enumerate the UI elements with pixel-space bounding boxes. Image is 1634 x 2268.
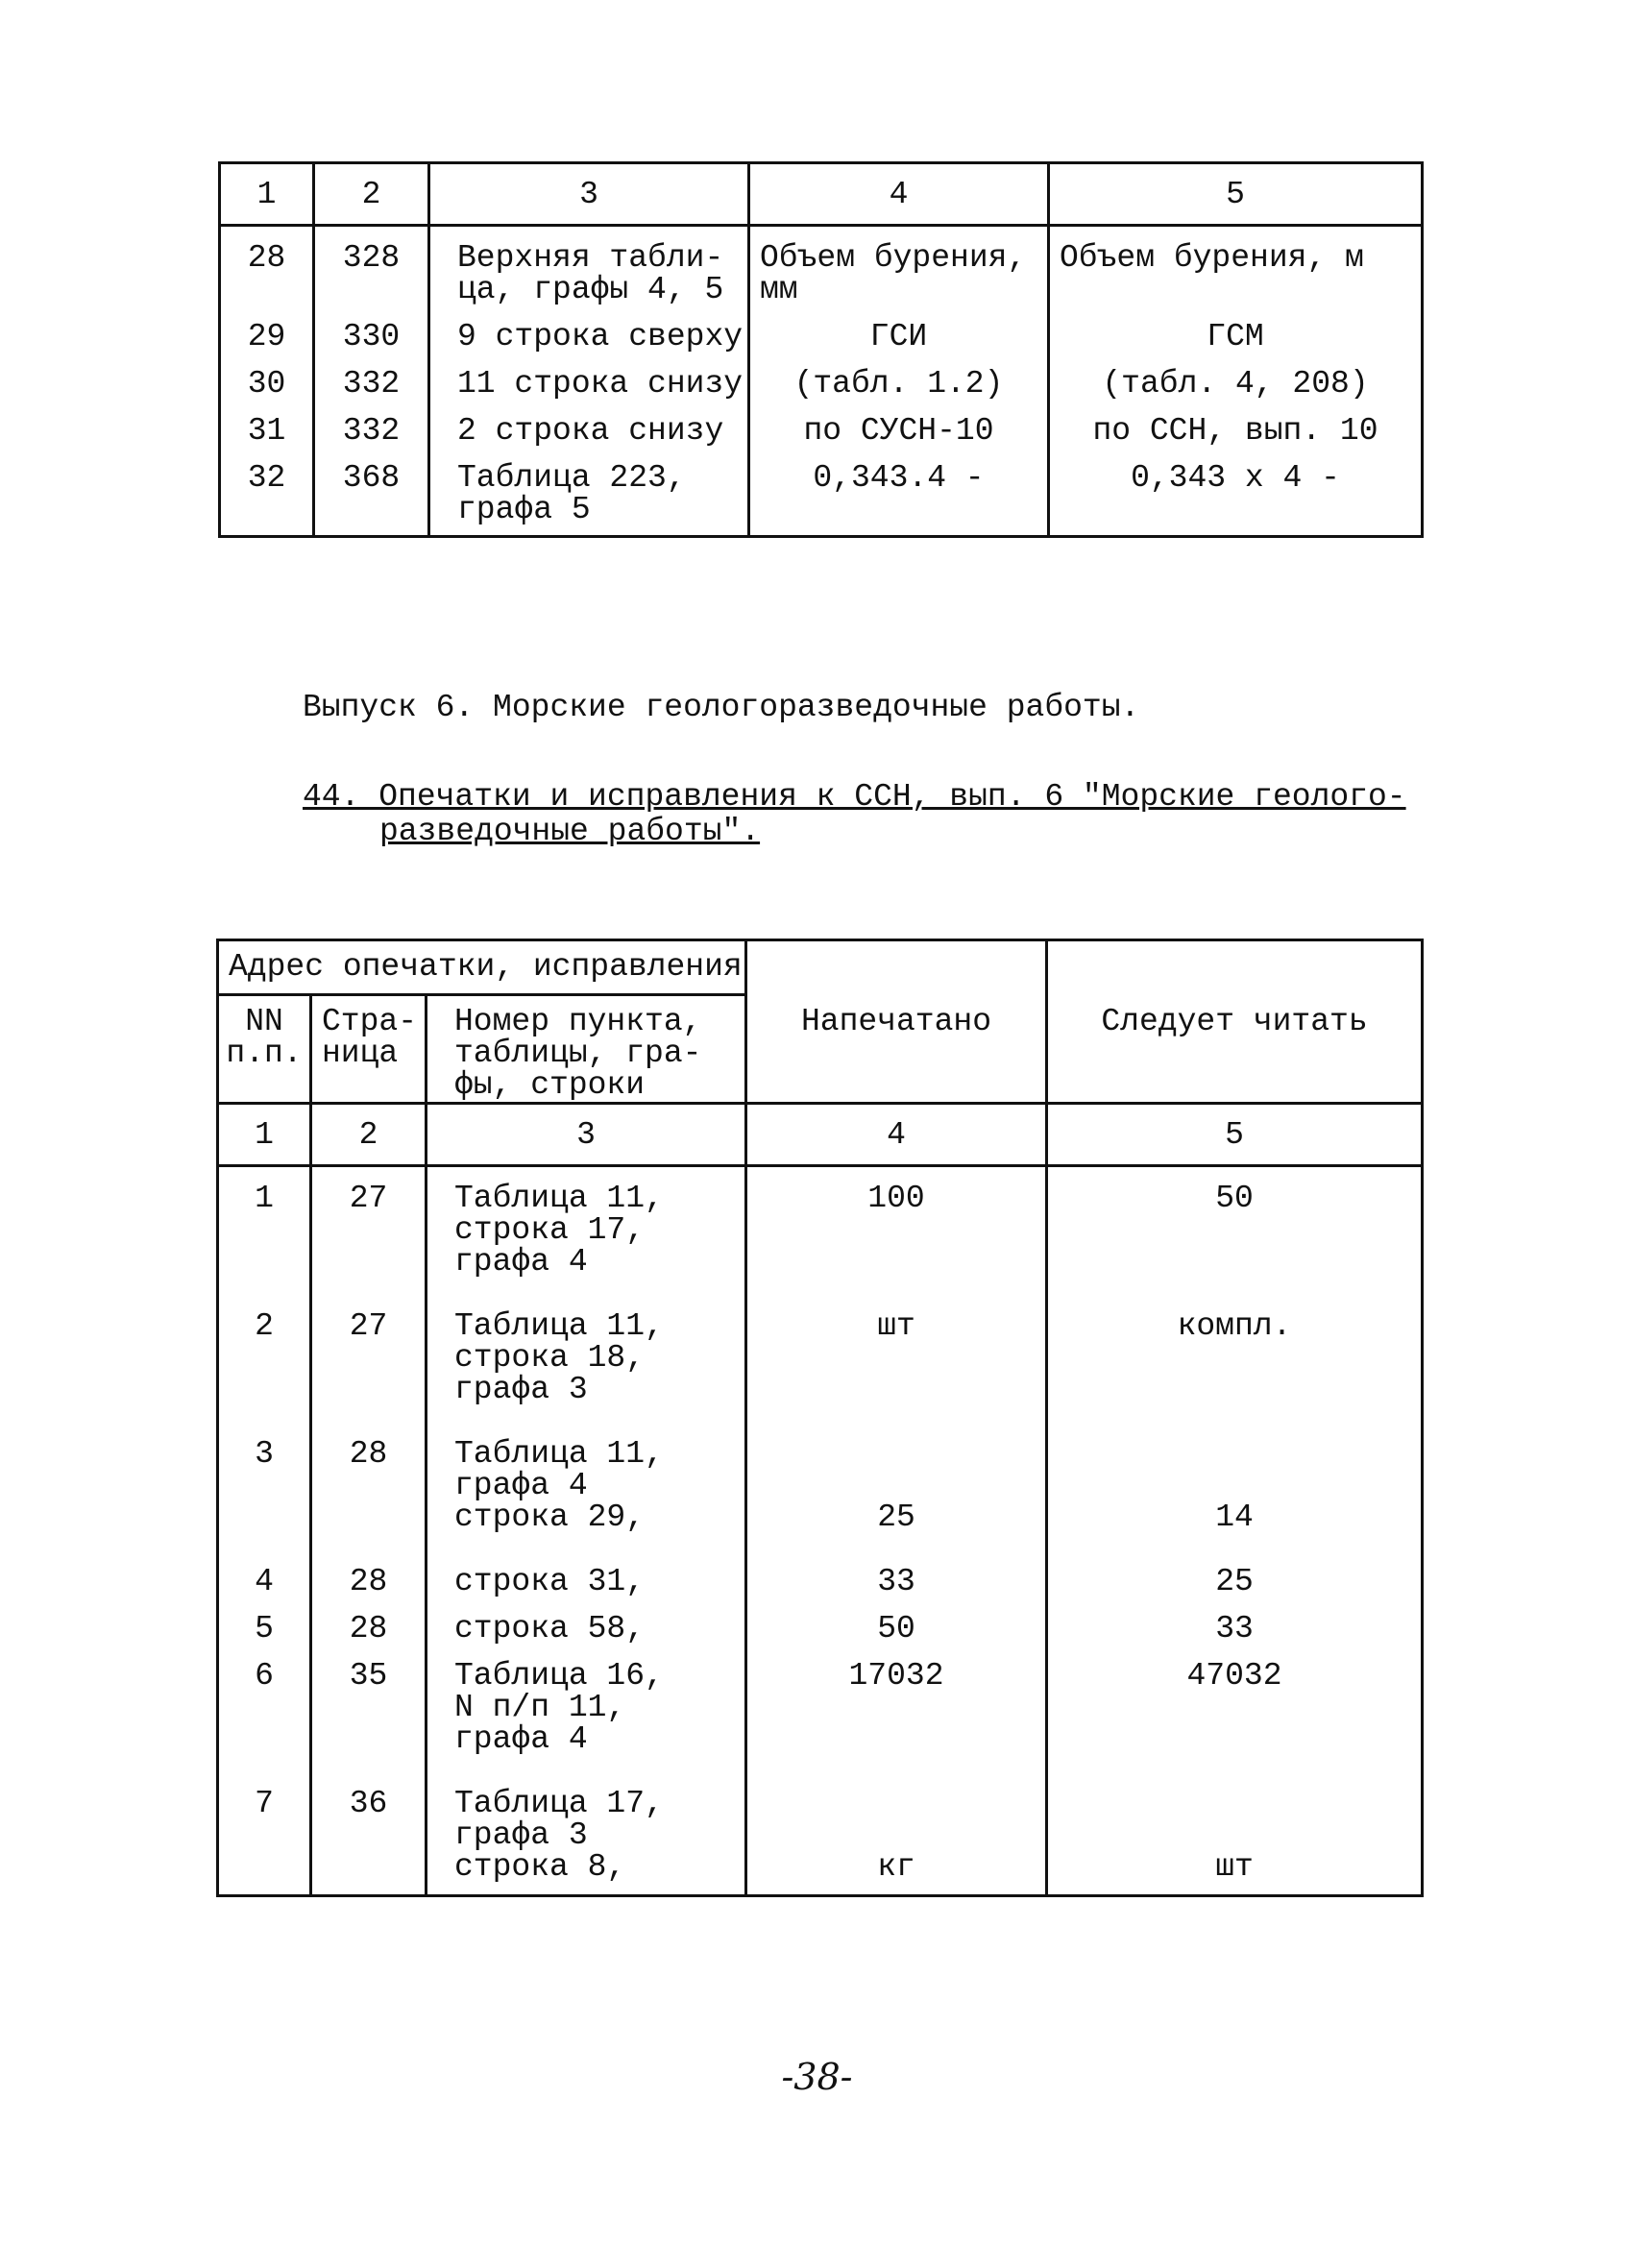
issue-heading: Выпуск 6. Морские геологоразведочные работы.	[303, 690, 1140, 725]
row-printed: 25	[746, 1423, 1047, 1550]
row-printed: 33	[746, 1550, 1047, 1597]
section-title-line2: разведочные работы".	[379, 814, 761, 849]
row-correct: ГСМ	[1049, 305, 1423, 353]
row-location: строка 58,	[427, 1597, 746, 1645]
row-printed: 0,343.4 -	[749, 447, 1049, 537]
row-number: 5	[218, 1597, 311, 1645]
row-page: 35	[311, 1645, 427, 1772]
table-row	[218, 1645, 1423, 1772]
row-page: 28	[311, 1550, 427, 1597]
table-row	[218, 1166, 1423, 1296]
row-printed: шт	[746, 1295, 1047, 1423]
table-row	[220, 447, 1423, 537]
row-correct: 25	[1047, 1550, 1423, 1597]
col-num-4: 4	[749, 163, 1049, 226]
number-header: NN п.п.	[218, 995, 311, 1104]
page-number: -38-	[781, 2056, 853, 2098]
row-correct: компл.	[1047, 1295, 1423, 1423]
row-correct: Объем бурения, м	[1049, 226, 1423, 306]
row-location: Таблица 17, графа 3 строка 8,	[427, 1772, 746, 1896]
row-correct: 33	[1047, 1597, 1423, 1645]
col-num-5: 5	[1049, 163, 1423, 226]
section-title	[303, 780, 1406, 849]
row-location: Таблица 223, графа 5	[429, 447, 749, 537]
row-page: 28	[311, 1597, 427, 1645]
row-printed: ГСИ	[749, 305, 1049, 353]
row-printed: 17032	[746, 1645, 1047, 1772]
col-num-2: 2	[314, 163, 429, 226]
row-number: 4	[218, 1550, 311, 1597]
row-correct: 0,343 x 4 -	[1049, 447, 1423, 537]
table-row	[218, 1597, 1423, 1645]
row-printed: 50	[746, 1597, 1047, 1645]
col-num-1: 1	[220, 163, 314, 226]
table-row	[218, 1423, 1423, 1550]
row-page: 27	[311, 1166, 427, 1296]
row-location: 11 строка снизу	[429, 353, 749, 400]
row-number: 6	[218, 1645, 311, 1772]
row-location: Верхняя табли- ца, графы 4, 5	[429, 226, 749, 306]
section-title-line1: 44. Опечатки и исправления к ССН, вып. 6 "Морские геолого-	[303, 779, 1406, 815]
table-row	[218, 1550, 1423, 1597]
row-correct: 14	[1047, 1423, 1423, 1550]
col-num-1: 1	[218, 1104, 311, 1166]
address-group-header: Адрес опечатки, исправления	[218, 940, 746, 995]
printed-header: Напечатано	[746, 940, 1047, 1104]
row-page: 330	[314, 305, 429, 353]
row-printed: 100	[746, 1166, 1047, 1296]
row-printed: по СУСН-10	[749, 400, 1049, 447]
page-header: Стра- ница	[311, 995, 427, 1104]
row-location: Таблица 11, графа 4 строка 29,	[427, 1423, 746, 1550]
row-number: 1	[218, 1166, 311, 1296]
row-location: Таблица 11, строка 18, графа 3	[427, 1295, 746, 1423]
table-row	[220, 400, 1423, 447]
col-num-5: 5	[1047, 1104, 1423, 1166]
col-num-3: 3	[429, 163, 749, 226]
row-page: 328	[314, 226, 429, 306]
row-location: Таблица 11, строка 17, графа 4	[427, 1166, 746, 1296]
row-page: 36	[311, 1772, 427, 1896]
errata-table-continued	[218, 161, 1424, 538]
row-correct: шт	[1047, 1772, 1423, 1896]
row-page: 27	[311, 1295, 427, 1423]
row-location: 9 строка сверху	[429, 305, 749, 353]
row-number: 31	[220, 400, 314, 447]
row-number: 3	[218, 1423, 311, 1550]
row-printed: кг	[746, 1772, 1047, 1896]
column-number-row	[218, 1104, 1423, 1166]
row-printed: (табл. 1.2)	[749, 353, 1049, 400]
row-correct: 50	[1047, 1166, 1423, 1296]
row-location: Таблица 16, N п/п 11, графа 4	[427, 1645, 746, 1772]
row-page: 332	[314, 353, 429, 400]
row-correct: (табл. 4, 208)	[1049, 353, 1423, 400]
row-page: 28	[311, 1423, 427, 1550]
table-row	[218, 1295, 1423, 1423]
correct-header: Следует читать	[1047, 940, 1423, 1104]
row-number: 2	[218, 1295, 311, 1423]
column-number-row	[220, 163, 1423, 226]
table-row	[220, 305, 1423, 353]
table-row	[218, 1772, 1423, 1896]
row-correct: 47032	[1047, 1645, 1423, 1772]
row-correct: по ССН, вып. 10	[1049, 400, 1423, 447]
row-number: 29	[220, 305, 314, 353]
location-header: Номер пункта, таблицы, гра- фы, строки	[427, 995, 746, 1104]
row-number: 32	[220, 447, 314, 537]
row-location: строка 31,	[427, 1550, 746, 1597]
row-page: 332	[314, 400, 429, 447]
col-num-2: 2	[311, 1104, 427, 1166]
group-header-row	[218, 940, 1423, 995]
row-number: 28	[220, 226, 314, 306]
row-location: 2 строка снизу	[429, 400, 749, 447]
row-printed: Объем бурения, мм	[749, 226, 1049, 306]
table-row	[220, 353, 1423, 400]
row-number: 7	[218, 1772, 311, 1896]
row-number: 30	[220, 353, 314, 400]
col-num-4: 4	[746, 1104, 1047, 1166]
table-row	[220, 226, 1423, 306]
row-page: 368	[314, 447, 429, 537]
errata-table	[216, 939, 1424, 1897]
col-num-3: 3	[427, 1104, 746, 1166]
